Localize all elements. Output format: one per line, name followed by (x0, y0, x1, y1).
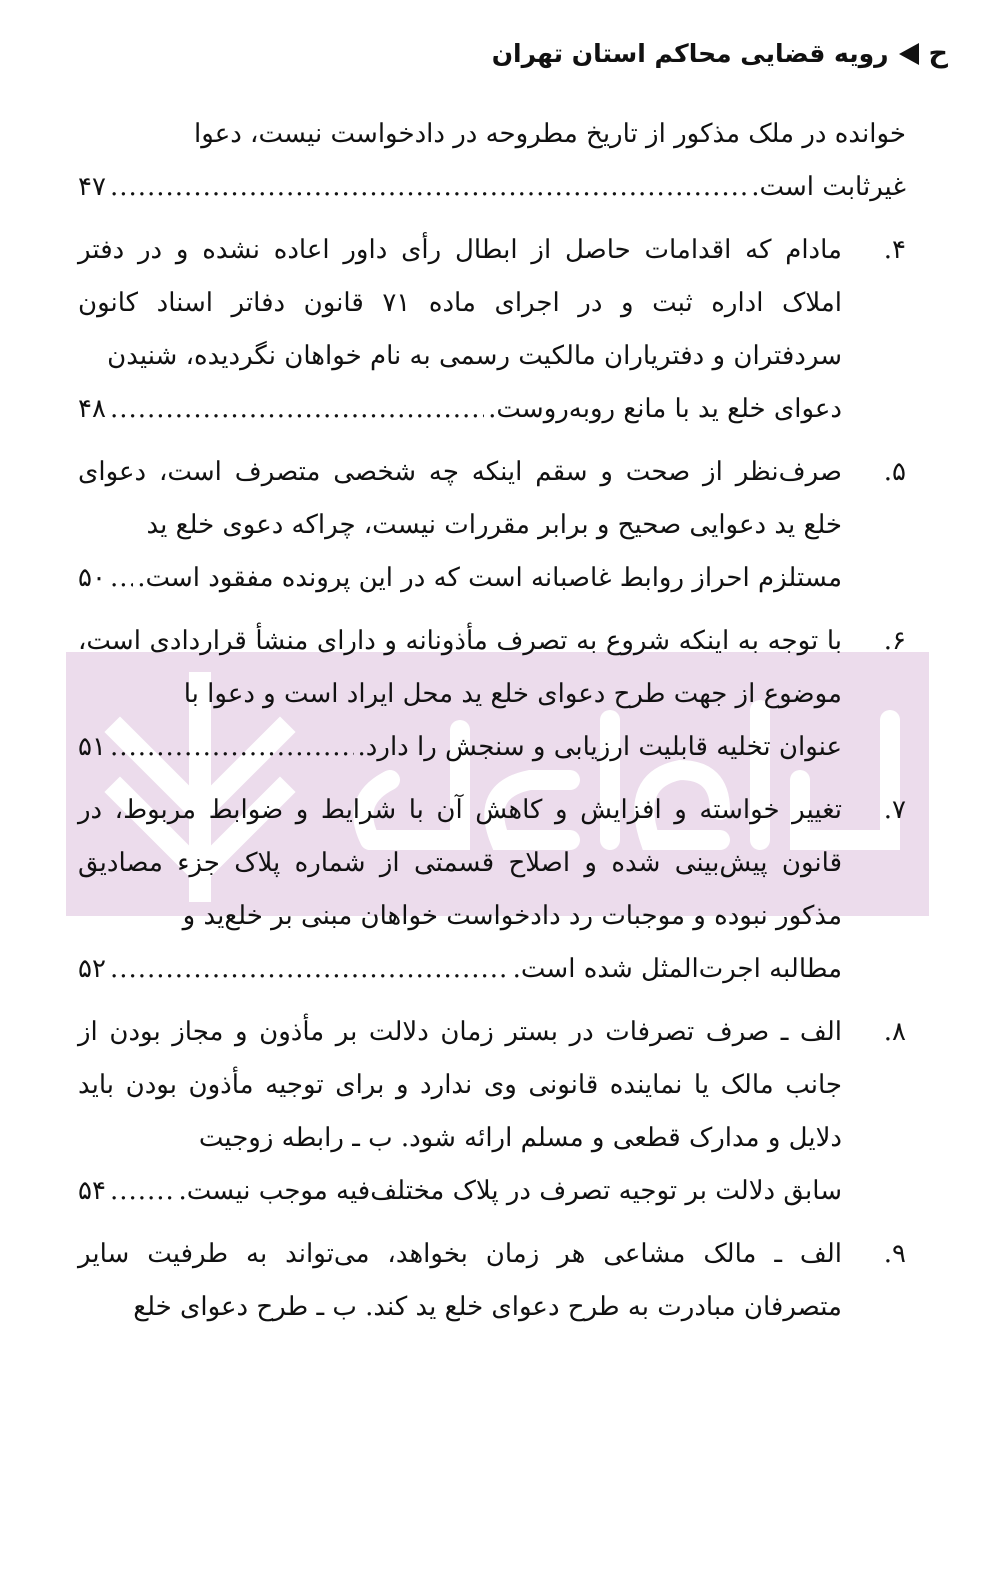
list-item (78, 1228, 906, 1334)
list-item (78, 446, 906, 605)
leader-dots (110, 1165, 175, 1218)
page-number: ۴۷ (78, 172, 106, 202)
entry-last-line (78, 161, 906, 214)
list-item (78, 615, 906, 774)
page-number: ۵۱ (78, 732, 106, 762)
page-number: ۵۴ (78, 1176, 106, 1206)
list-item (78, 224, 906, 436)
entry-number: ۶. (883, 626, 906, 656)
entry-number: ۴. (883, 235, 906, 265)
page-number: ۴۸ (78, 394, 106, 424)
list-item (78, 1006, 906, 1218)
leader-dots (110, 383, 484, 436)
entry-number: ۷. (883, 795, 906, 825)
leader-dots (110, 943, 509, 996)
entry-body: الف ـ صرف تصرفات در بستر زمان دلالت بر مأذون و مجاز بودن از جانب مالک یا نماینده قانونی وی ندارد و برای توجیه مأذون بودن باید دلایل و مدارک قطعی و مسلم ارائه شود. ب ـ رابطه زوجیت (78, 1017, 842, 1153)
entry-last-text: مطالبه اجرت‌المثل شده است. (512, 954, 842, 984)
entry-last-text: غیرثابت است. (751, 172, 906, 202)
table-of-contents (78, 108, 906, 1344)
running-header (492, 38, 948, 69)
entry-body: الف ـ مالک مشاعی هر زمان بخواهد، می‌تواند به طرفیت سایر متصرفان مبادرت به طرح دعوای خلع ید کند. ب ـ طرح دعوای خلع (78, 1239, 842, 1322)
entry-last-line (78, 721, 842, 774)
entry-last-line (78, 1165, 842, 1218)
entry-last-line (78, 943, 842, 996)
leader-dots (110, 721, 354, 774)
leader-dots (110, 161, 747, 214)
book-title: رویه قضایی محاکم استان تهران (491, 39, 889, 68)
entry-body: خوانده در ملک مذکور از تاریخ مطروحه در دادخواست نیست، دعوا (194, 119, 906, 149)
entry-number: ۵. (883, 457, 906, 487)
list-item (78, 784, 906, 996)
triangle-arrow-icon (899, 43, 919, 65)
entry-last-text: مستلزم احراز روابط غاصبانه است که در این پرونده مفقود است. (137, 563, 842, 593)
entry-number: ۸. (883, 1017, 906, 1047)
entry-last-line (78, 383, 842, 436)
page-number: ۵۰ (78, 563, 106, 593)
entry-body: صرف‌نظر از صحت و سقم اینکه چه شخصی متصرف است، دعوای خلع ید دعوایی صحیح و برابر مقررات نیست، چراکه دعوی خلع ید (78, 457, 842, 540)
entry-last-text: دعوای خلع ید با مانع روبه‌روست. (488, 394, 842, 424)
entry-last-text: سابق دلالت بر توجیه تصرف در پلاک مختلف‌فیه موجب نیست. (178, 1176, 842, 1206)
entry-body: مادام که اقدامات حاصل از ابطال رأی داور اعاده نشده و در دفتر املاک اداره ثبت و در اجرای ماده ۷۱ قانون دفاتر اسناد کانون سردفتران و دفتریاران مالکیت رسمی به نام خواهان نگردیده، شنیدن (78, 235, 842, 371)
entry-number: ۹. (883, 1239, 906, 1269)
entry-body: با توجه به اینکه شروع به تصرف مأذونانه و دارای منشأ قراردادی است، موضوع از جهت طرح دعوای خلع ید محل ایراد است و دعوا با (78, 626, 842, 709)
page-number: ۵۲ (78, 954, 106, 984)
page-letter: ح (928, 38, 948, 69)
entry-body: تغییر خواسته و افزایش و کاهش آن با شرایط و ضوابط مربوط، در قانون پیش‌بینی شده و اصلاح قسمتی از شماره پلاک جزء مصادیق مذکور نبوده و موجبات رد دادخواست خواهان مبنی بر خلع‌ید و (78, 795, 842, 931)
leader-dots (110, 552, 133, 605)
list-item (78, 108, 906, 214)
entry-last-line (78, 552, 842, 605)
entry-last-text: عنوان تخلیه قابلیت ارزیابی و سنجش را دارد. (357, 732, 842, 762)
